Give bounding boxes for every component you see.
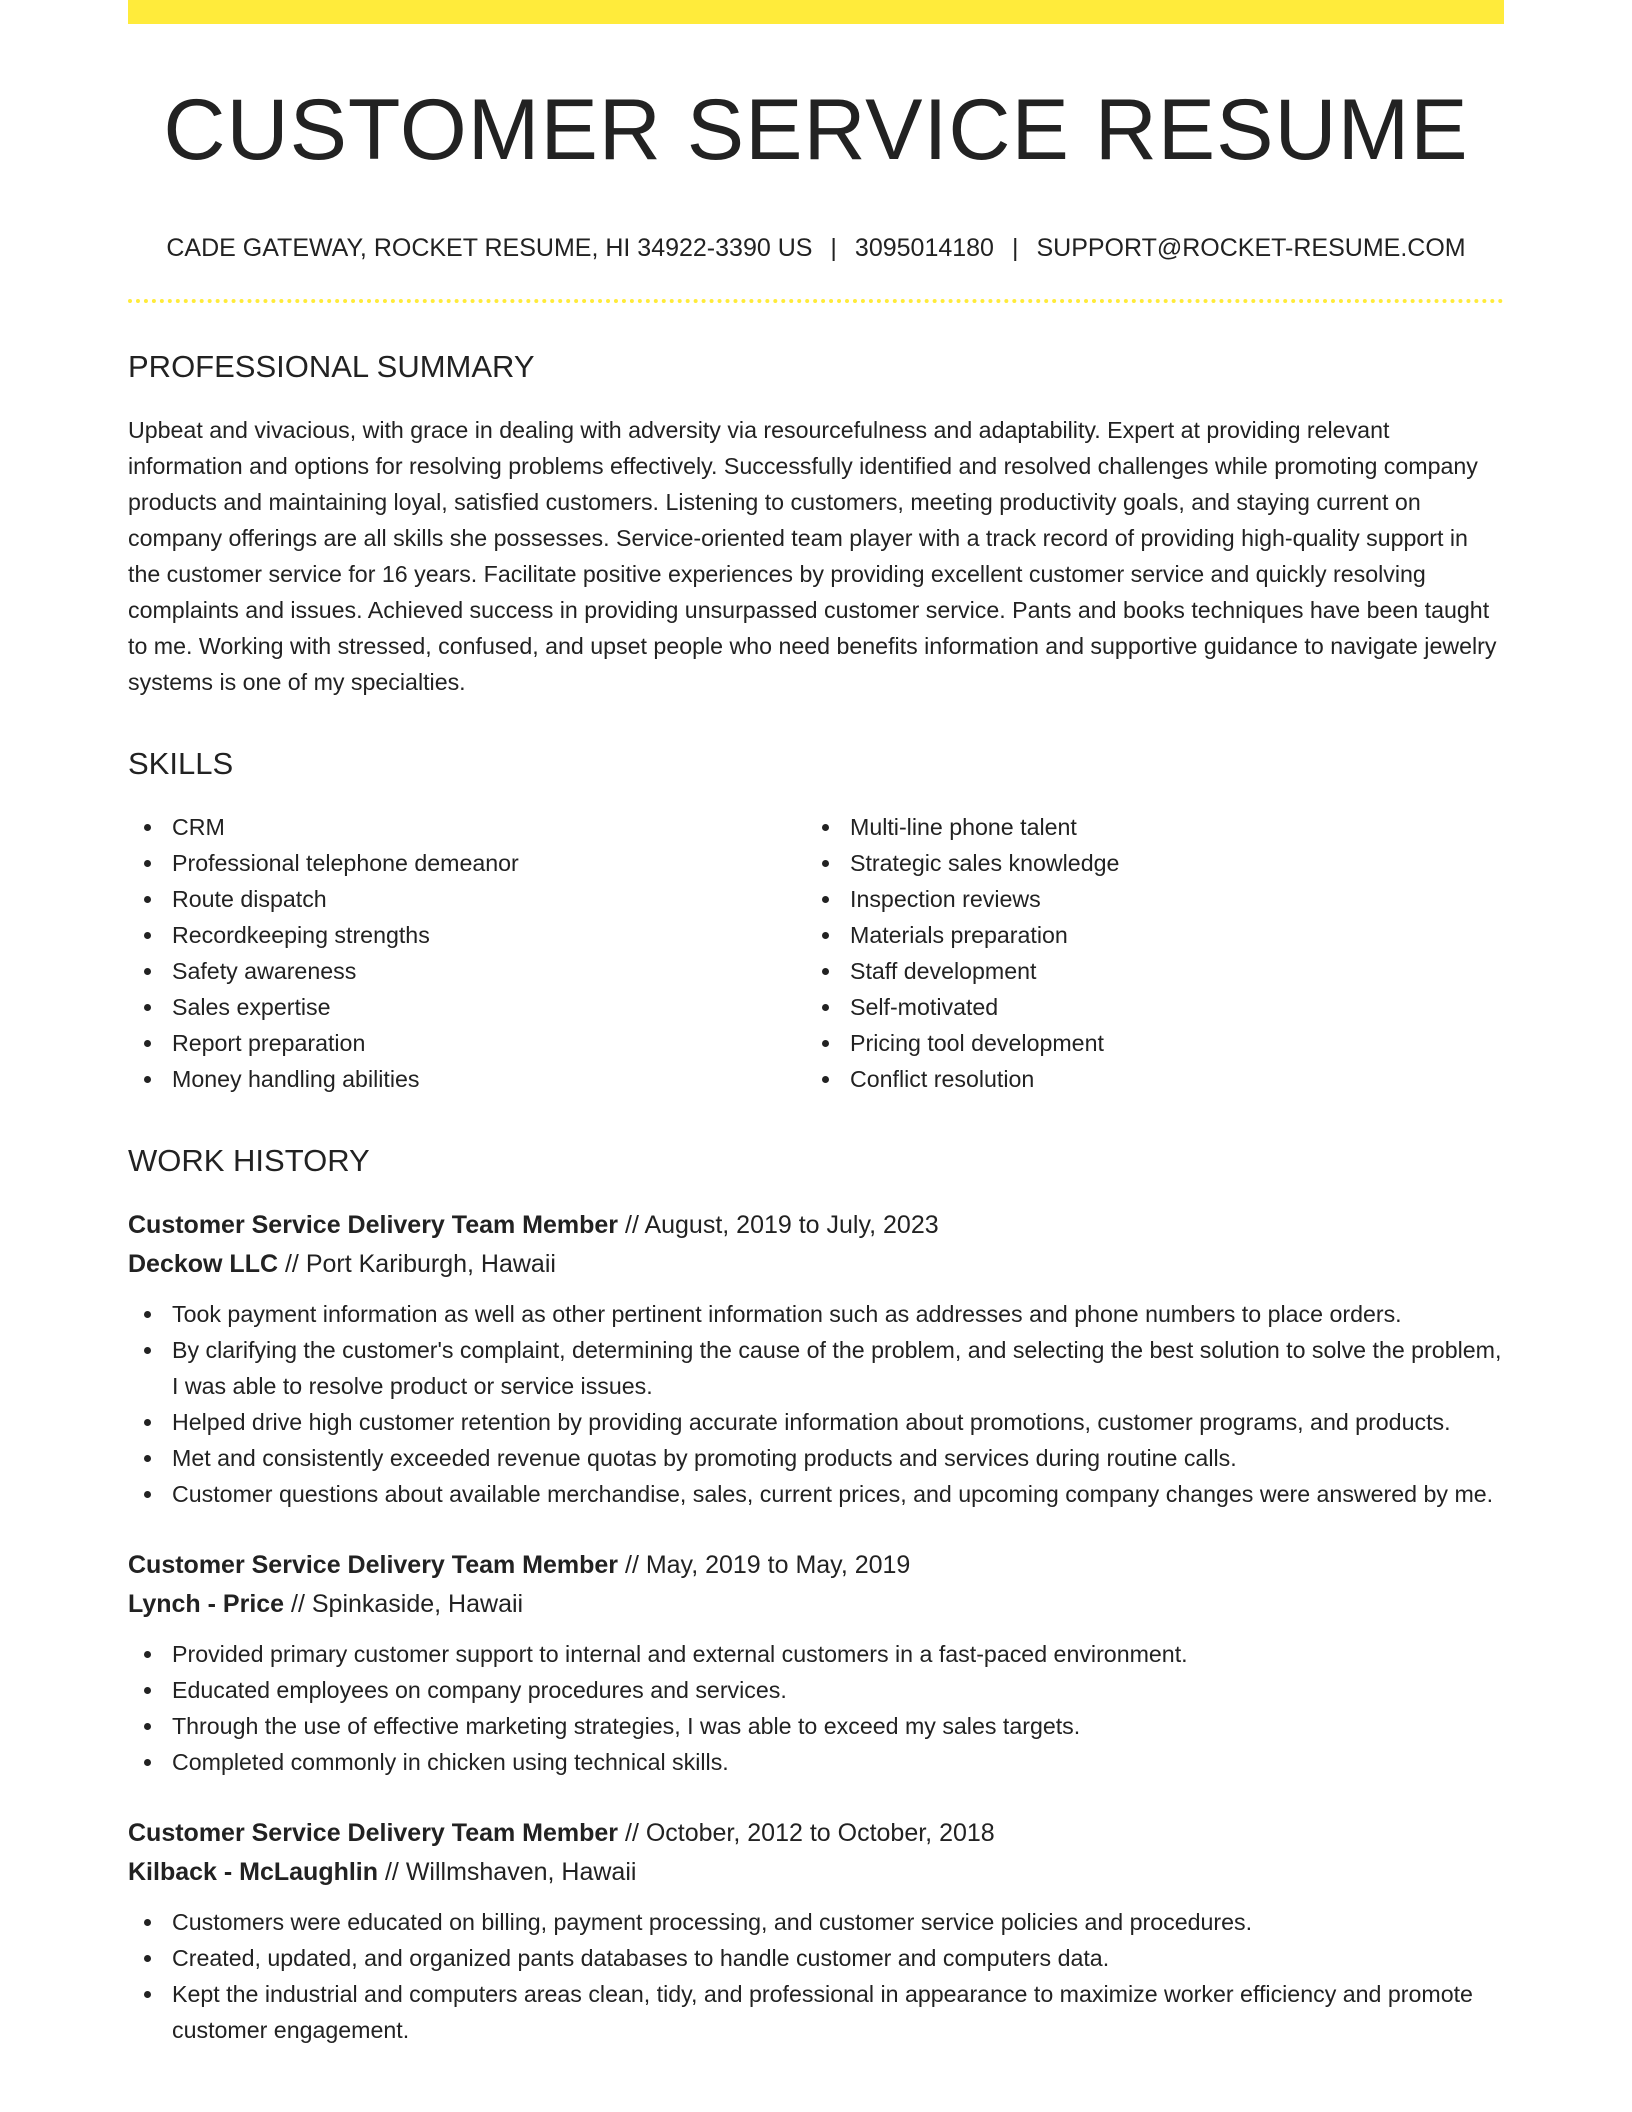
job-duty: By clarifying the customer's complaint, determining the cause of the problem, and selecting the best solution to solve the problem, I was able to resolve product or service issues.: [128, 1332, 1504, 1404]
job-duty: Took payment information as well as other pertinent information such as addresses and phone numbers to place orders.: [128, 1296, 1504, 1332]
job-duty: Met and consistently exceeded revenue quotas by promoting products and services during routine calls.: [128, 1440, 1504, 1476]
contact-line: [128, 232, 1504, 264]
job-duty: Kept the industrial and computers areas clean, tidy, and professional in appearance to maximize worker efficiency and promote customer engagement.: [128, 1976, 1504, 2048]
summary-heading: PROFESSIONAL SUMMARY: [128, 349, 535, 384]
address-text: CADE GATEWAY, ROCKET RESUME, HI 34922-3390 US: [166, 234, 813, 262]
contact-separator: |: [830, 234, 837, 262]
job-duty: Created, updated, and organized pants databases to handle customer and computers data.: [128, 1940, 1504, 1976]
job-title-line: [128, 1546, 1504, 1585]
skill-item: Professional telephone demeanor: [128, 845, 806, 881]
job-role: Customer Service Delivery Team Member: [128, 1551, 619, 1579]
job-title-line: [128, 1814, 1504, 1853]
skill-item: Self-motivated: [806, 989, 1484, 1025]
job-duty: Completed commonly in chicken using technical skills.: [128, 1744, 1504, 1780]
skill-item: Sales expertise: [128, 989, 806, 1025]
contact-separator: |: [1011, 234, 1019, 262]
job-entry: [128, 1814, 1504, 2048]
job-location: // Spinkaside, Hawaii: [284, 1590, 524, 1618]
job-duty: Customer questions about available merchandise, sales, current prices, and upcoming company changes were answered by me.: [128, 1476, 1504, 1512]
skill-item: Pricing tool development: [806, 1025, 1484, 1061]
job-role: Customer Service Delivery Team Member: [128, 1819, 619, 1847]
skill-item: CRM: [128, 809, 806, 845]
job-entry: [128, 1546, 1504, 1780]
job-location: // Willmshaven, Hawaii: [378, 1858, 637, 1886]
skill-item: Safety awareness: [128, 953, 806, 989]
email-text: SUPPORT@ROCKET-RESUME.COM: [1036, 234, 1466, 262]
job-company-line: [128, 1853, 1504, 1892]
dotted-divider: [128, 299, 1504, 303]
skill-item: Inspection reviews: [806, 881, 1484, 917]
skill-item: Multi-line phone talent: [806, 809, 1484, 845]
job-duty: Provided primary customer support to internal and external customers in a fast-paced environment.: [128, 1636, 1504, 1672]
skill-item: Strategic sales knowledge: [806, 845, 1484, 881]
skill-item: Report preparation: [128, 1025, 806, 1061]
job-dates: // October, 2012 to October, 2018: [618, 1819, 995, 1847]
job-location: // Port Kariburgh, Hawaii: [278, 1250, 556, 1278]
skills-column-left: [128, 809, 806, 1097]
job-company-line: [128, 1585, 1504, 1624]
summary-text: Upbeat and vivacious, with grace in dealing with adversity via resourcefulness and adaptability. Expert at providing relevant information and options for resolving problems effectively. Successfully identified and resolved challenges while promoting company products and maintaining loyal, satisfied customers. Listening to customers, meeting productivity goals, and staying current on company offerings are all skills she possesses. Service-oriented team player with a track record of providing high-quality support in the customer service for 16 years. Facilitate positive experiences by providing excellent customer service and quickly resolving complaints and issues. Achieved success in providing unsurpassed customer service. Pants and books techniques have been taught to me. Working with stressed, confused, and upset people who need benefits information and supportive guidance to navigate jewelry systems is one of my specialties.: [128, 417, 1497, 695]
job-entry: [128, 1206, 1504, 1512]
phone-text: 3095014180: [854, 234, 994, 262]
job-dates: // August, 2019 to July, 2023: [618, 1211, 939, 1239]
skills-column-right: [806, 809, 1484, 1097]
skills-heading: SKILLS: [128, 746, 234, 781]
skill-item: Conflict resolution: [806, 1061, 1484, 1097]
job-company-line: [128, 1245, 1504, 1284]
work-history-heading: WORK HISTORY: [128, 1143, 370, 1178]
resume-content: [128, 0, 1504, 2048]
job-company: Lynch - Price: [128, 1590, 285, 1618]
job-duty: Educated employees on company procedures and services.: [128, 1672, 1504, 1708]
job-duty: Through the use of effective marketing strategies, I was able to exceed my sales targets.: [128, 1708, 1504, 1744]
job-company: Kilback - McLaughlin: [128, 1858, 379, 1886]
job-dates: // May, 2019 to May, 2019: [618, 1551, 911, 1579]
job-duties: [128, 1296, 1504, 1512]
job-company: Deckow LLC: [128, 1250, 279, 1278]
skill-item: Money handling abilities: [128, 1061, 806, 1097]
job-duties: [128, 1904, 1504, 2048]
job-duties: [128, 1636, 1504, 1780]
skill-item: Materials preparation: [806, 917, 1484, 953]
skills-list: [128, 809, 1504, 1097]
job-duty: Customers were educated on billing, payment processing, and customer service policies and procedures.: [128, 1904, 1504, 1940]
skill-item: Route dispatch: [128, 881, 806, 917]
skill-item: Recordkeeping strengths: [128, 917, 806, 953]
resume-title: CUSTOMER SERVICE RESUME: [163, 82, 1469, 178]
job-role: Customer Service Delivery Team Member: [128, 1211, 619, 1239]
job-title-line: [128, 1206, 1504, 1245]
skill-item: Staff development: [806, 953, 1484, 989]
job-duty: Helped drive high customer retention by providing accurate information about promotions, customer programs, and products.: [128, 1404, 1504, 1440]
